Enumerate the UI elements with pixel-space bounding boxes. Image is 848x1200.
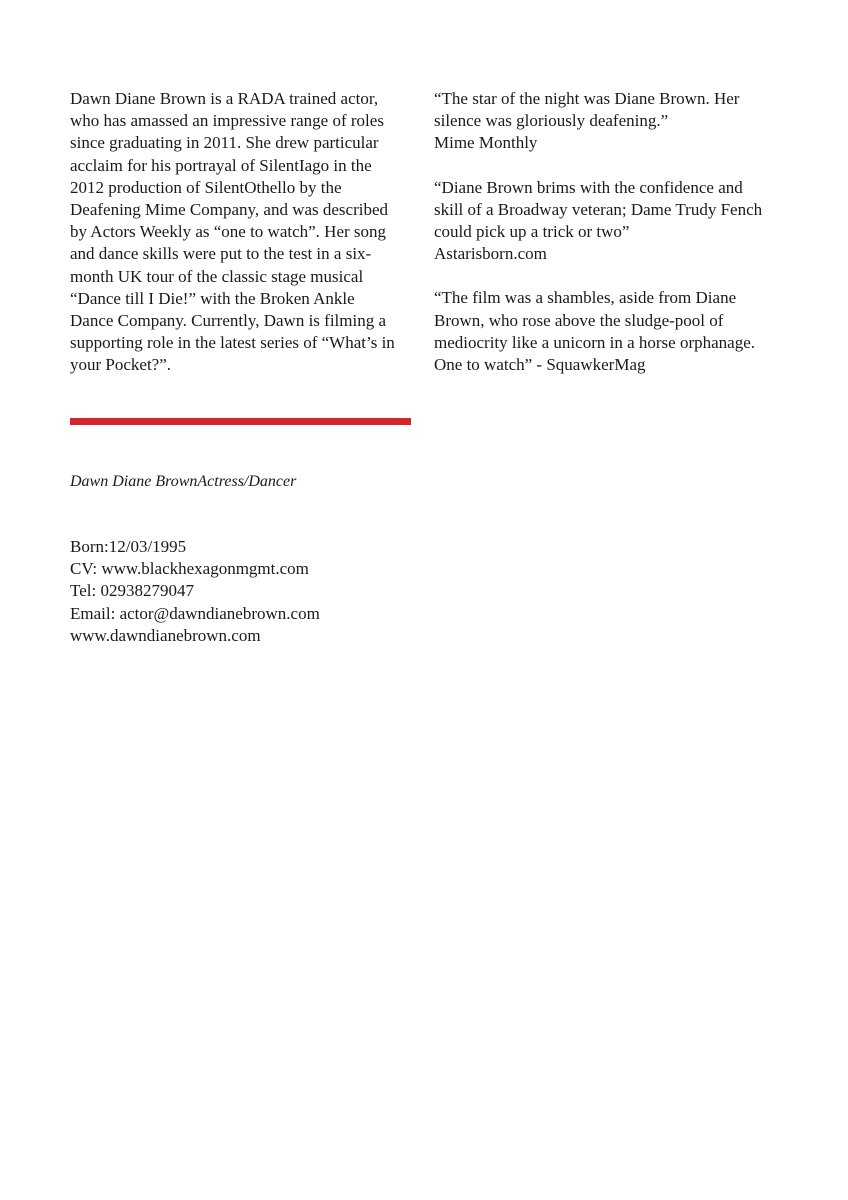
born-date: Born:12/03/1995 (70, 537, 187, 556)
quote-line: One to watch” - SquawkerMag (434, 355, 646, 375)
quote-line: skill of a Broadway veteran; Dame Trudy Fench (434, 199, 763, 219)
contact-details (70, 536, 320, 647)
bio-line: and dance skills were put to the test in a six- (70, 244, 372, 264)
quote-line: “The film was a shambles, aside from Diane (434, 288, 737, 308)
press-quote-astarisborn (434, 177, 784, 266)
bio-line: who has amassed an impressive range of roles (70, 111, 384, 131)
press-quote-mime-monthly (434, 88, 784, 155)
name-role-line: Dawn Diane BrownActress/Dancer (70, 473, 297, 490)
bio-line: Dawn Diane Brown is a RADA trained actor, (70, 89, 379, 108)
press-quotes (434, 88, 784, 398)
bio-line: 2012 production of SilentOthello by the (70, 177, 342, 197)
bio-line: since graduating in 2011. She drew particular (70, 133, 379, 153)
telephone: Tel: 02938279047 (70, 581, 194, 601)
bio-line: acclaim for his portrayal of SilentIago in the (70, 155, 372, 175)
cv-link[interactable]: CV: www.blackhexagonmgmt.com (70, 559, 309, 579)
quote-line: silence was gloriously deafening.” (434, 111, 669, 131)
bio-line: month UK tour of the classic stage musical (70, 266, 364, 286)
quote-line: “The star of the night was Diane Brown. Her (434, 89, 740, 108)
quote-source: Mime Monthly (434, 133, 538, 153)
red-divider (70, 418, 411, 425)
bio-line: supporting role in the latest series of “What’s in (70, 333, 395, 353)
bio-line: your Pocket?”. (70, 355, 172, 375)
quote-line: could pick up a trick or two” (434, 222, 630, 242)
bio-line: Deafening Mime Company, and was described (70, 200, 389, 220)
website-link[interactable]: www.dawndianebrown.com (70, 625, 261, 645)
quote-line: “Diane Brown brims with the confidence and (434, 177, 743, 197)
quote-source: Astarisborn.com (434, 244, 547, 264)
bio-line: Dance Company. Currently, Dawn is filming a (70, 311, 387, 331)
quote-line: mediocrity like a unicorn in a horse orphanage. (434, 332, 755, 352)
press-quote-squawkermag (434, 287, 784, 376)
bio-line: “Dance till I Die!” with the Broken Ankle (70, 288, 355, 308)
bio-line: by Actors Weekly as “one to watch”. Her song (70, 222, 387, 242)
email-link[interactable]: Email: actor@dawndianebrown.com (70, 603, 320, 623)
bio-paragraph (70, 88, 412, 377)
quote-line: Brown, who rose above the sludge-pool of (434, 310, 724, 330)
